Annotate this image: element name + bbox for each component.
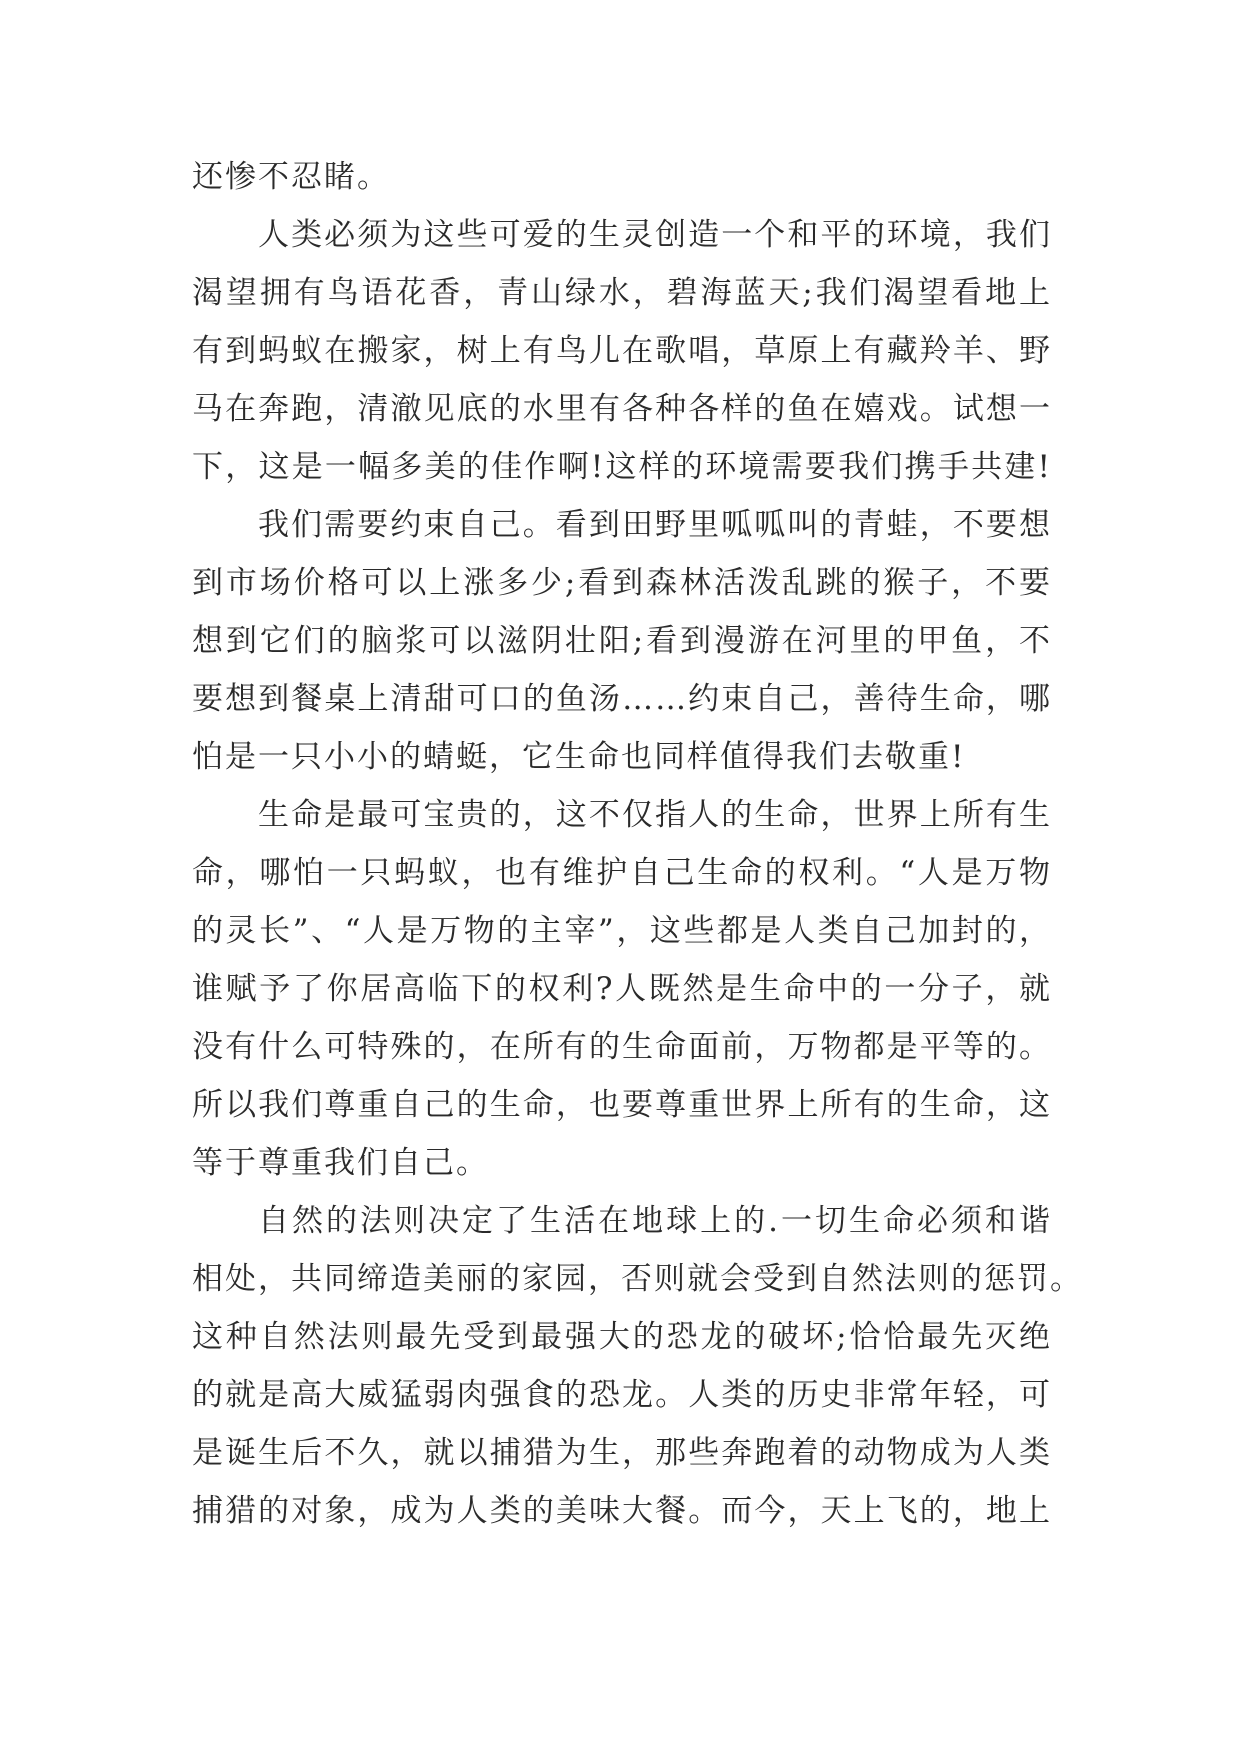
paragraph-4 [192,786,1052,1192]
text-line: 等于尊重我们自己。 [192,1145,489,1181]
document-page [192,148,1083,1540]
text-line: 所以我们尊重自己的生命，也要尊重世界上所有的生命，这 [192,1087,1052,1123]
text-line: 的就是高大威猛弱肉强食的恐龙。人类的历史非常年轻，可 [192,1377,1052,1413]
text-line: 生命是最可宝贵的，这不仅指人的生命，世界上所有生 [258,797,1052,833]
text-line: 人类必须为这些可爱的生灵创造一个和平的环境，我们 [258,217,1052,253]
paragraph-3 [192,496,1052,786]
text-line: 怕是一只小小的蜻蜓，它生命也同样值得我们去敬重! [192,739,966,775]
text-line: 有到蚂蚁在搬家，树上有鸟儿在歌唱，草原上有藏羚羊、野 [192,333,1052,369]
text-line: 捕猎的对象，成为人类的美味大餐。而今，天上飞的，地上 [192,1493,1052,1529]
text-line: 命，哪怕一只蚂蚁，也有维护自己生命的权利。“人是万物 [192,855,1052,891]
text-line: 想到它们的脑浆可以滋阴壮阳;看到漫游在河里的甲鱼，不 [192,623,1052,659]
text-line: 我们需要约束自己。看到田野里呱呱叫的青蛙，不要想 [258,507,1052,543]
paragraph-1 [192,148,1052,206]
paragraph-5 [192,1192,1083,1540]
text-line: 谁赋予了你居高临下的权利?人既然是生命中的一分子，就 [192,971,1052,1007]
text-line: 到市场价格可以上涨多少;看到森林活泼乱跳的猴子，不要 [192,565,1052,601]
text-line: 是诞生后不久，就以捕猎为生，那些奔跑着的动物成为人类 [192,1435,1052,1471]
text-line: 要想到餐桌上清甜可口的鱼汤……约束自己，善待生命，哪 [192,681,1052,717]
text-line: 自然的法则决定了生活在地球上的.一切生命必须和谐 [258,1203,1052,1239]
text-line: 渴望拥有鸟语花香，青山绿水，碧海蓝天;我们渴望看地上 [192,275,1052,311]
text-line: 还惨不忍睹。 [192,159,390,195]
text-line: 马在奔跑，清澈见底的水里有各种各样的鱼在嬉戏。试想一 [192,391,1052,427]
text-line: 没有什么可特殊的，在所有的生命面前，万物都是平等的。 [192,1029,1052,1065]
paragraph-2 [192,206,1052,496]
text-line: 的灵长”、“人是万物的主宰”，这些都是人类自己加封的， [192,913,1052,949]
text-line: 这种自然法则最先受到最强大的恐龙的破坏;恰恰最先灭绝 [192,1319,1052,1355]
text-line: 下，这是一幅多美的佳作啊!这样的环境需要我们携手共建! [192,449,1052,485]
text-line: 相处，共同缔造美丽的家园，否则就会受到自然法则的惩罚。 [192,1261,1083,1297]
